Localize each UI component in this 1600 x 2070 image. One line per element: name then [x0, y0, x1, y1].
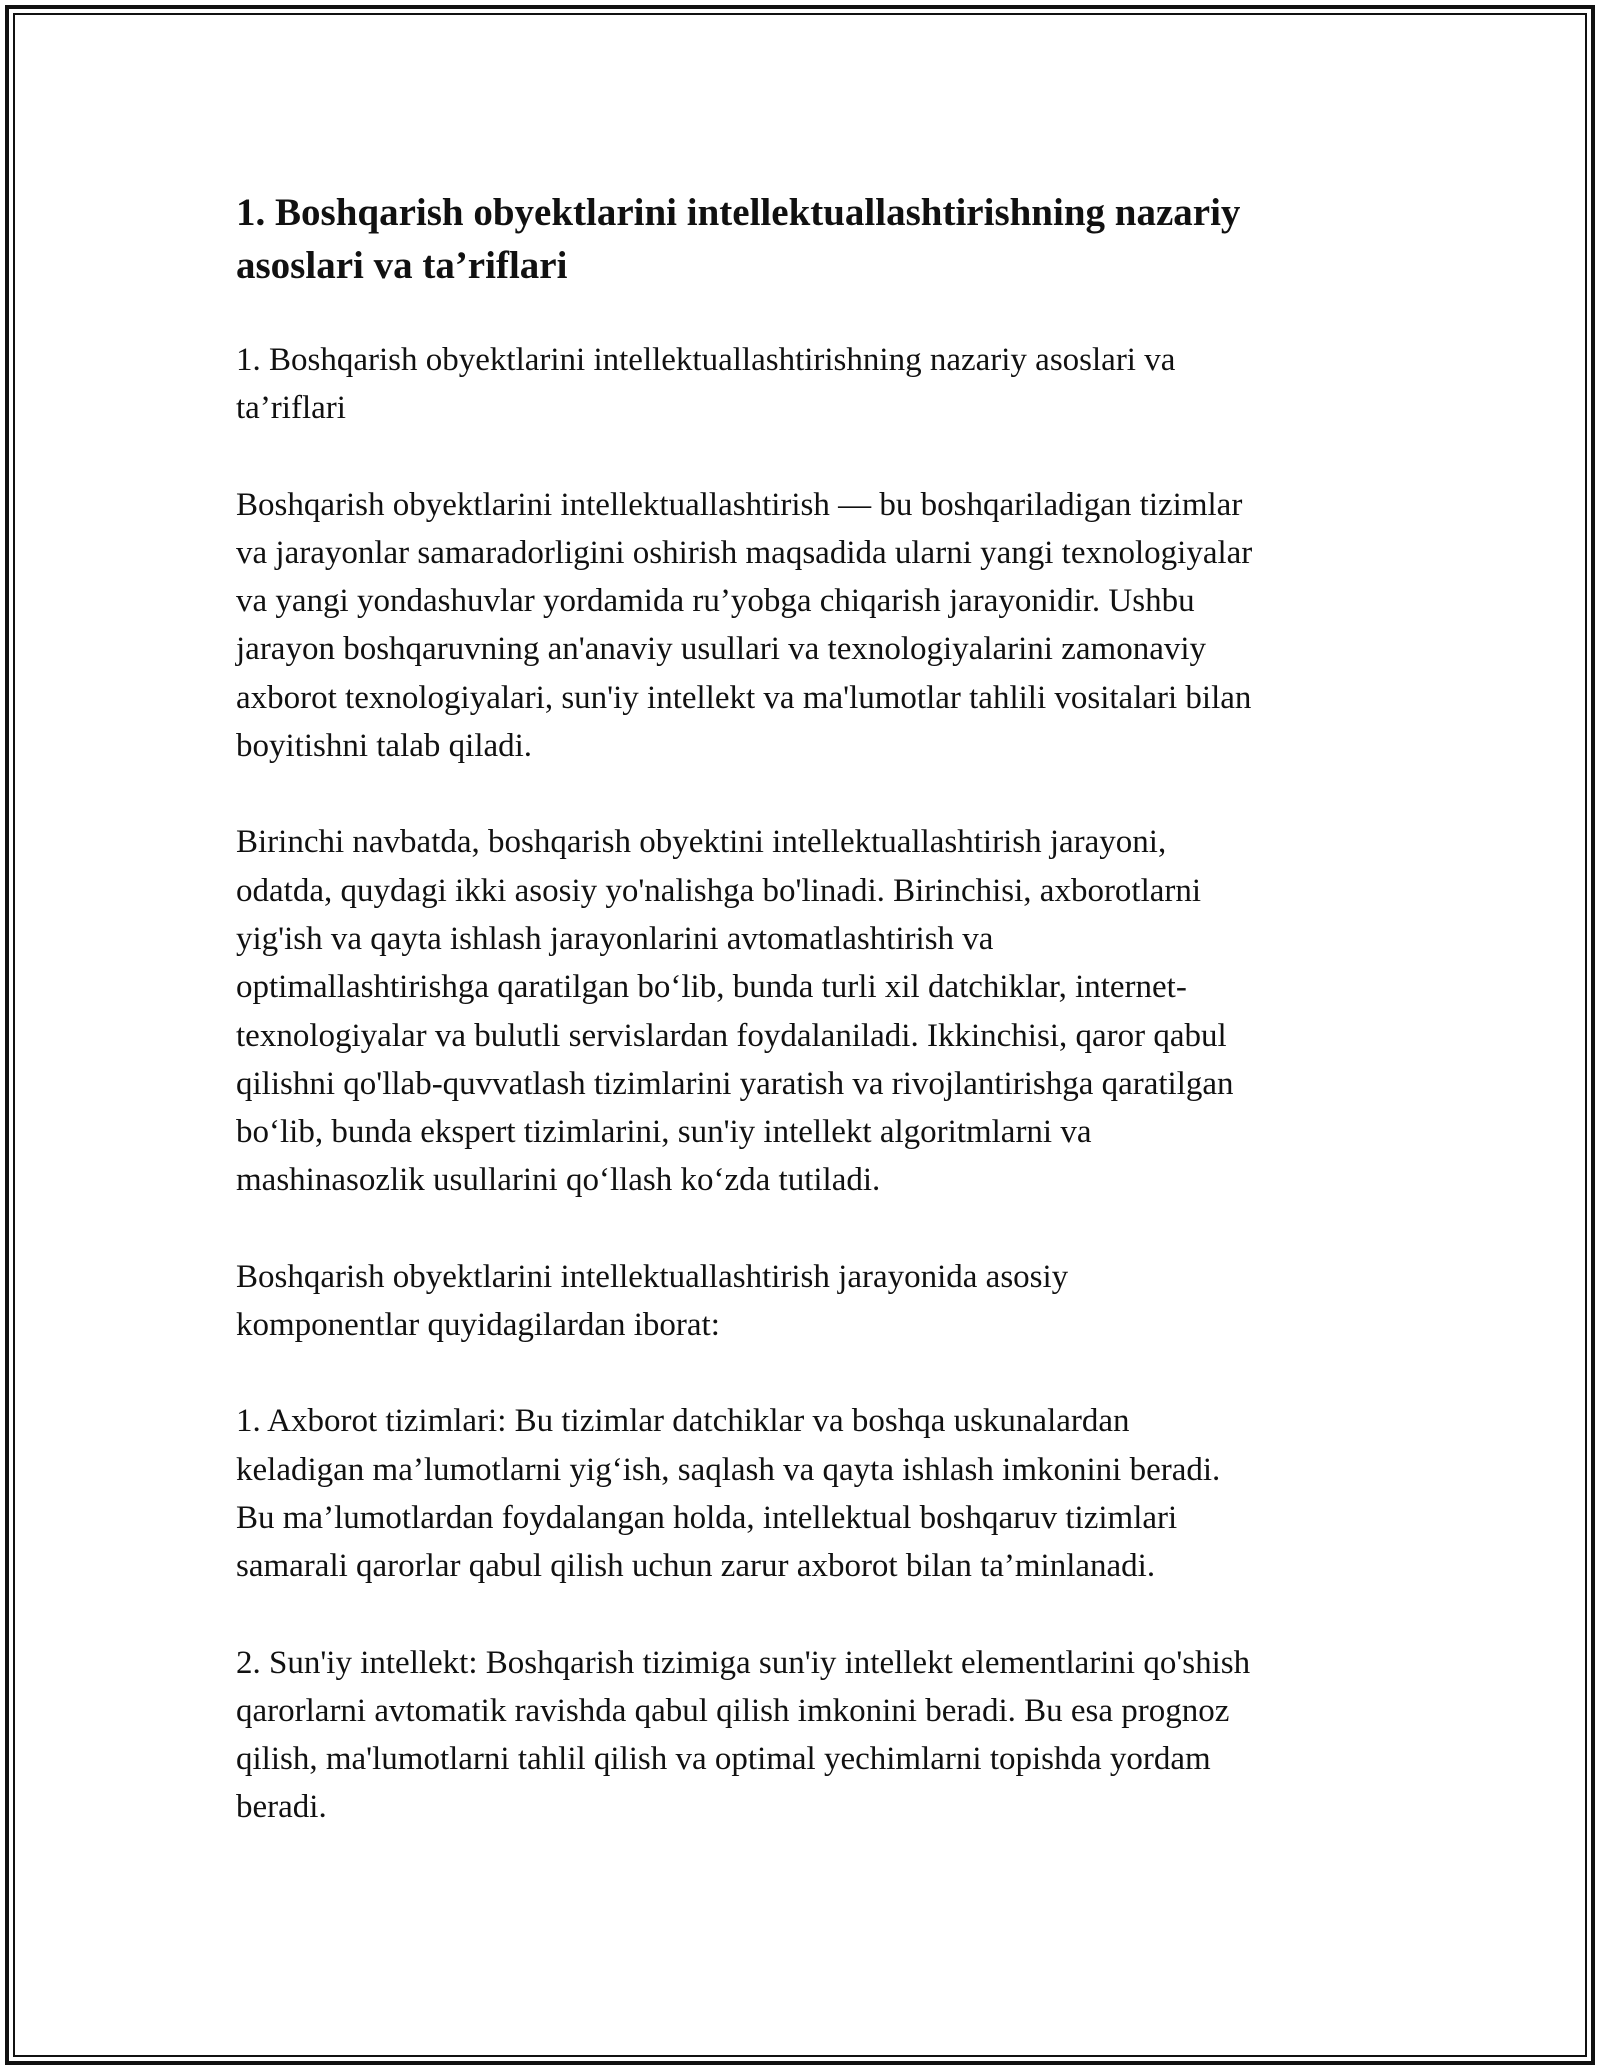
- paragraph-components-intro: Boshqarish obyektlarini intellektuallashtirish jarayonida asosiy komponentlar quyidagilardan iborat:: [236, 1258, 1069, 1344]
- list-item-artificial-intelligence: 2. Sun'iy intellekt: Boshqarish tizimiga sun'iy intellekt elementlarini qo'shish qarorlarni avtomatik ravishda qabul qilish imkonini beradi. Bu esa prognoz qilish, ma'lumotlarni tahlil qilish va optimal yechimlarni topishda yordam beradi.: [236, 1644, 1251, 1826]
- list-item-information-systems: 1. Axborot tizimlari: Bu tizimlar datchiklar va boshqa uskunalardan keladigan ma’lumotlarni yig‘ish, saqlash va qayta ishlash imkonini beradi. Bu ma’lumotlardan foydalangan holda, intellektual boshqaruv tizimlari samarali qarorlar qabul qilish uchun zarur axborot bilan ta’minlanadi.: [236, 1403, 1221, 1585]
- document-body: [236, 186, 1376, 1880]
- paragraph-repeated-title: 1. Boshqarish obyektlarini intellektuallashtirishning nazariy asoslari va ta’riflari: [236, 342, 1176, 427]
- paragraph-definition: Boshqarish obyektlarini intellektuallashtirish — bu boshqariladigan tizimlar va jarayonlar samaradorligini oshirish maqsadida ularni yangi texnologiyalar va yangi yondashuvlar yordamida ru’yobga chiqarish jarayonidir. Ushbu jarayon boshqaruvning an'anaviy usullari va texnologiyalarini zamonaviy axborot texnologiyalari, sun'iy intellekt va ma'lumotlar tahlili vositalari bilan boyitishni talab qiladi.: [236, 486, 1253, 765]
- paragraph-directions: Birinchi navbatda, boshqarish obyektini intellektuallashtirish jarayoni, odatda, quydagi ikki asosiy yo'nalishga bo'linadi. Birinchisi, axborotlarni yig'ish va qayta ishlash jarayonlarini avtomatlashtirish va optimallashtirishga qaratilgan bo‘lib, bunda turli xil datchiklar, internet- texnologiyalar va bulutli servislardan foydalaniladi. Ikkinchisi, qaror qabul qilishni qo'llab-quvvatlash tizimlarini yaratish va rivojlantirishga qaratilgan bo‘lib, bunda ekspert tizimlarini, sun'iy intellekt algoritmlarni va mashinasozlik usullarini qo‘llash ko‘zda tutiladi.: [236, 824, 1234, 1199]
- document-title: 1. Boshqarish obyektlarini intellektuallashtirishning nazariy asoslari va ta’riflari: [236, 191, 1241, 287]
